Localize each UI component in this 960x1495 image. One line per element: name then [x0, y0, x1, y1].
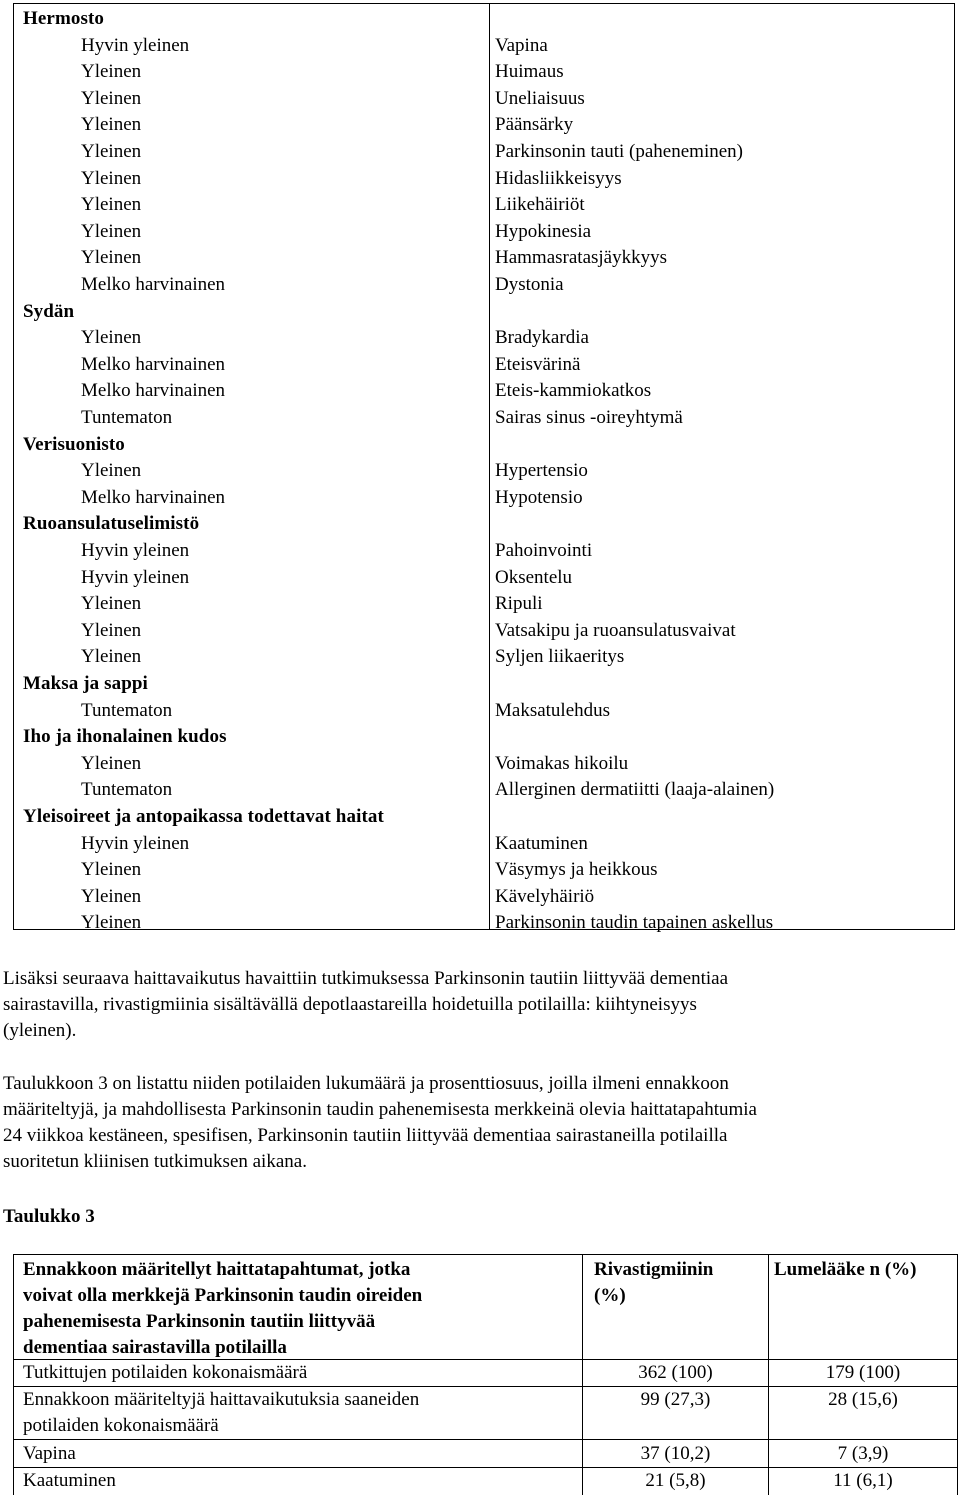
- section-heading: Maksa ja sappi: [23, 673, 148, 694]
- reaction-cell: Allerginen dermatiitti (laaja-alainen): [495, 779, 775, 801]
- reaction-row: [14, 857, 954, 883]
- reaction-cell: Parkinsonin tauti (paheneminen): [495, 141, 743, 162]
- reaction-row: [14, 139, 954, 165]
- reaction-cell: Syljen liikaeritys: [495, 646, 625, 668]
- reaction-row: [14, 272, 954, 298]
- reaction-row: [14, 884, 954, 910]
- reaction-cell: Eteis-kammiokatkos: [495, 380, 652, 402]
- paragraph-agitation: [3, 966, 953, 1044]
- frequency-cell: Yleinen: [81, 460, 142, 482]
- table3-cell-rivastigmine: 99 (27,3): [640, 1389, 711, 1410]
- header-line: Rivastigmiinin: [594, 1259, 714, 1280]
- reaction-cell: Hammasratasjäykkyys: [495, 247, 668, 269]
- frequency-cell: Tuntematon: [81, 699, 173, 721]
- frequency-cell: Yleinen: [81, 87, 142, 109]
- table3-cell-rivastigmine: 362 (100): [638, 1362, 713, 1383]
- paragraph-line: sairastavilla, rivastigmiinia sisältävällä depotlaastareilla hoidetuilla potilailla: kiihtyneisyys: [3, 994, 697, 1015]
- frequency-cell: Yleinen: [81, 141, 142, 162]
- section-header-row: [14, 804, 954, 830]
- section-heading: Sydän: [23, 300, 75, 322]
- table3-row-label: Tutkittujen potilaiden kokonaismäärä: [23, 1362, 308, 1383]
- frequency-cell: Melko harvinainen: [81, 274, 226, 295]
- table3: [13, 1254, 958, 1495]
- reaction-cell: Päänsärky: [495, 114, 574, 136]
- header-line: Lumelääke n (%): [774, 1259, 917, 1280]
- table3-cell-placebo: 179 (100): [825, 1362, 901, 1383]
- reaction-cell: Parkinsonin taudin tapainen askellus: [495, 912, 774, 934]
- reaction-row: [14, 378, 954, 404]
- section-heading: Verisuonisto: [23, 433, 125, 455]
- section-header-row: [14, 724, 954, 750]
- reaction-row: [14, 644, 954, 670]
- frequency-cell: Hyvin yleinen: [81, 34, 190, 56]
- reaction-cell: Hypotensio: [495, 486, 583, 508]
- section-heading: Ruoansulatuselimistö: [23, 513, 200, 535]
- reaction-cell: Huimaus: [495, 61, 564, 83]
- table3-row-divider: [14, 1439, 957, 1440]
- reaction-row: [14, 219, 954, 245]
- reaction-row: [14, 112, 954, 138]
- table3-caption: Taulukko 3: [3, 1206, 95, 1227]
- paragraph-line: Taulukkoon 3 on listattu niiden potilaiden lukumäärä ja prosenttiosuus, joilla ilmeni ennakkoon: [3, 1073, 729, 1094]
- header-line: Ennakkoon määritellyt haittatapahtumat, jotka: [23, 1259, 411, 1280]
- frequency-cell: Yleinen: [81, 61, 142, 83]
- paragraph-line: suoritetun kliinisen tutkimuksen aikana.: [3, 1151, 307, 1172]
- table3-row-label: Vapina: [23, 1443, 76, 1464]
- reaction-cell: Voimakas hikoilu: [495, 752, 629, 774]
- reaction-row: [14, 698, 954, 724]
- paragraph-line: 24 viikkoa kestäneen, spesifisen, Parkinsonin tautiin liittyvää dementiaa sairastaneilla potilailla: [3, 1125, 728, 1146]
- reaction-cell: Kävelyhäiriö: [495, 885, 595, 907]
- reaction-row: [14, 538, 954, 564]
- reaction-row: [14, 831, 954, 857]
- section-header-row: [14, 671, 954, 697]
- frequency-cell: Yleinen: [81, 752, 142, 774]
- reaction-cell: Bradykardia: [495, 327, 589, 349]
- reaction-row: [14, 405, 954, 431]
- reaction-cell: Uneliaisuus: [495, 87, 585, 109]
- frequency-cell: Melko harvinainen: [81, 380, 226, 402]
- frequency-cell: Yleinen: [81, 247, 142, 269]
- reaction-row: [14, 86, 954, 112]
- reaction-cell: Sairas sinus -oireyhtymä: [495, 407, 683, 428]
- reaction-cell: Eteisvärinä: [495, 353, 581, 375]
- frequency-cell: Tuntematon: [81, 407, 173, 428]
- reaction-row: [14, 166, 954, 192]
- label-line: Ennakkoon määriteltyjä haittavaikutuksia saaneiden: [23, 1389, 420, 1410]
- frequency-cell: Hyvin yleinen: [81, 540, 190, 561]
- frequency-cell: Yleinen: [81, 593, 142, 615]
- reaction-row: [14, 325, 954, 351]
- label-line: potilaiden kokonaismäärä: [23, 1415, 219, 1436]
- reaction-cell: Ripuli: [495, 593, 543, 615]
- section-header-row: [14, 299, 954, 325]
- table3-header-rivastigmine: [594, 1257, 764, 1309]
- paragraph-table3-intro: [3, 1071, 953, 1175]
- table3-header-event: [23, 1257, 578, 1361]
- reaction-cell: Vatsakipu ja ruoansulatusvaivat: [495, 619, 736, 641]
- reaction-row: [14, 565, 954, 591]
- reaction-cell: Hypertensio: [495, 460, 588, 482]
- frequency-cell: Tuntematon: [81, 779, 173, 801]
- header-line: voivat olla merkkejä Parkinsonin taudin oireiden: [23, 1285, 423, 1306]
- section-header-row: [14, 6, 954, 32]
- reaction-row: [14, 751, 954, 777]
- reaction-row: [14, 910, 954, 936]
- frequency-cell: Yleinen: [81, 220, 142, 242]
- frequency-cell: Yleinen: [81, 912, 142, 934]
- table3-row-label: [23, 1387, 419, 1439]
- header-line: pahenemisesta Parkinsonin tautiin liittyvää: [23, 1311, 376, 1332]
- section-heading: Hermosto: [23, 8, 104, 29]
- paragraph-line: määriteltyjä, ja mahdollisesta Parkinsonin taudin pahenemisesta merkkeinä olevia haittatapahtumia: [3, 1099, 757, 1120]
- reaction-cell: Kaatuminen: [495, 832, 588, 854]
- frequency-cell: Hyvin yleinen: [81, 832, 190, 854]
- header-line: dementiaa sairastavilla potilailla: [23, 1337, 287, 1358]
- frequency-cell: Melko harvinainen: [81, 486, 226, 508]
- section-header-row: [14, 511, 954, 537]
- reaction-row: [14, 245, 954, 271]
- frequency-cell: Yleinen: [81, 646, 142, 668]
- reaction-cell: Pahoinvointi: [495, 540, 593, 561]
- frequency-cell: Yleinen: [81, 859, 142, 881]
- section-header-row: [14, 432, 954, 458]
- reaction-row: [14, 458, 954, 484]
- section-heading: Yleisoireet ja antopaikassa todettavat haitat: [23, 806, 384, 827]
- frequency-cell: Yleinen: [81, 167, 142, 189]
- reaction-cell: Vapina: [495, 34, 548, 56]
- table3-cell-rivastigmine: 37 (10,2): [640, 1443, 711, 1464]
- reaction-cell: Dystonia: [495, 274, 564, 295]
- frequency-cell: Yleinen: [81, 194, 142, 216]
- reaction-cell: Oksentelu: [495, 566, 573, 588]
- reaction-row: [14, 352, 954, 378]
- frequency-cell: Melko harvinainen: [81, 353, 226, 375]
- frequency-cell: Yleinen: [81, 885, 142, 907]
- reaction-row: [14, 591, 954, 617]
- reaction-row: [14, 485, 954, 511]
- header-line: (%): [594, 1285, 626, 1306]
- reaction-row: [14, 33, 954, 59]
- table3-cell-placebo: 7 (3,9): [837, 1443, 889, 1464]
- table3-row-label: Kaatuminen: [23, 1470, 116, 1491]
- table3-cell-rivastigmine: 21 (5,8): [645, 1470, 706, 1491]
- section-heading: Iho ja ihonalainen kudos: [23, 726, 227, 748]
- reaction-cell: Hidasliikkeisyys: [495, 167, 622, 189]
- frequency-cell: Hyvin yleinen: [81, 566, 190, 588]
- table3-cell-placebo: 11 (6,1): [833, 1470, 893, 1491]
- paragraph-line: Lisäksi seuraava haittavaikutus havaittiin tutkimuksessa Parkinsonin tautiin liittyvää dementiaa: [3, 968, 729, 989]
- reaction-row: [14, 618, 954, 644]
- reaction-row: [14, 777, 954, 803]
- adverse-reactions-table: [13, 3, 955, 934]
- frequency-cell: Yleinen: [81, 327, 142, 349]
- reaction-row: [14, 192, 954, 218]
- reaction-row: [14, 59, 954, 85]
- reaction-cell: Väsymys ja heikkous: [495, 859, 658, 881]
- table3-cell-placebo: 28 (15,6): [828, 1389, 898, 1410]
- paragraph-line: (yleinen).: [3, 1020, 77, 1041]
- reaction-cell: Maksatulehdus: [495, 699, 611, 721]
- frequency-cell: Yleinen: [81, 619, 142, 641]
- table3-header-placebo: [774, 1257, 954, 1283]
- reaction-cell: Liikehäiriöt: [495, 194, 585, 216]
- frequency-cell: Yleinen: [81, 114, 142, 136]
- reaction-cell: Hypokinesia: [495, 220, 592, 242]
